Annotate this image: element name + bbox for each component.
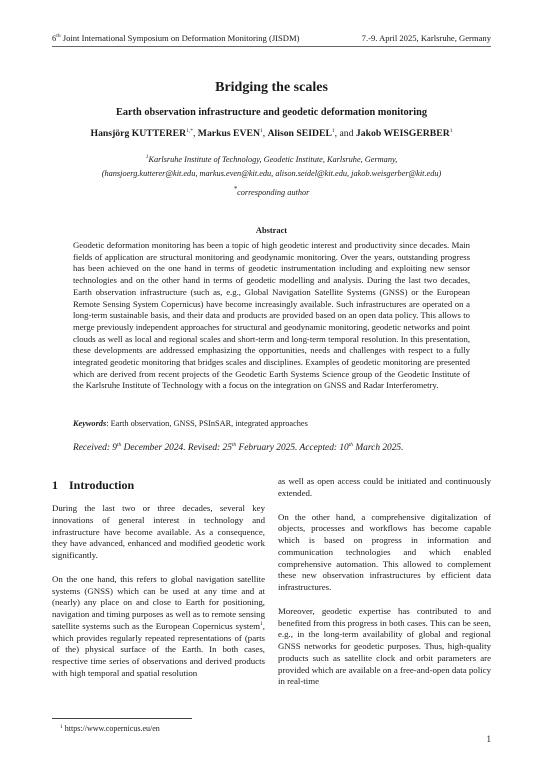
paragraph: During the last two or three decades, several key innovations of general interest in technology and infrastructure have become available. As a consequence, they have advanced, enhanced and modified geodetic work significantly.	[52, 503, 265, 560]
affiliation-emails: (hansjoerg.kutterer@kit.edu, markus.even@kit.edu, alison.seidel@kit.edu, jakob.weisgerber@kit.edu)	[101, 168, 442, 178]
author-3: Alison SEIDEL	[267, 128, 332, 139]
header-conf-number: 6	[52, 33, 57, 43]
paragraph	[52, 574, 265, 680]
header-divider	[52, 46, 491, 47]
paragraph-text: On the one hand, this refers to global navigation satellite systems (GNSS) which can be used at any time and at (nearly) any place on and close to Earth for positioning, navigation and timing purposes as well as to remote sensing satellite systems such as the European Copernicus system	[52, 573, 265, 631]
keywords-label: Keywords	[73, 419, 107, 428]
paper-subtitle: Earth observation infrastructure and geodetic deformation monitoring	[116, 107, 427, 118]
section-title: Introduction	[69, 478, 135, 492]
author-2: Markus EVEN	[197, 128, 260, 139]
revised-date: December 2024. Revised: 25	[121, 443, 232, 453]
affiliation-sup: 1	[145, 154, 149, 160]
header-conf-sup: th	[56, 33, 61, 39]
section-number: 1	[52, 478, 58, 492]
author-and: , and	[334, 128, 356, 139]
author-1-sup: 1,*	[186, 128, 193, 134]
received-dates	[73, 443, 403, 453]
revised-sup: th	[231, 442, 237, 448]
author-1: Hansjörg KUTTERER	[90, 128, 187, 139]
footnote-sup: 1	[60, 724, 63, 730]
corresponding-text: corresponding author	[237, 187, 310, 197]
author-2-sup: 1	[259, 128, 263, 134]
header-conf-name: Joint International Symposium on Deformation Monitoring (JISDM)	[60, 33, 300, 43]
keywords-text: : Earth observation, GNSS, PSInSAR, integrated approaches	[106, 419, 308, 428]
abstract-heading: Abstract	[255, 226, 288, 235]
author-3-sup: 1	[331, 128, 335, 134]
received-sup: th	[116, 442, 122, 448]
footnote-marker: 1	[260, 620, 263, 627]
accepted-date: February 2025. Accepted: 10	[236, 443, 349, 453]
accepted-month: March 2025.	[353, 443, 404, 453]
accepted-sup: th	[348, 442, 354, 448]
corresponding-sup: *	[233, 186, 238, 193]
footnote-url[interactable]: https://www.copernicus.eu/en	[62, 724, 160, 733]
footnote-divider	[52, 718, 192, 719]
author-4-sup: 1	[449, 128, 453, 134]
page-number: 1	[486, 734, 491, 744]
header-conference	[52, 33, 300, 43]
abstract-text: Geodetic deformation monitoring has been a topic of high geodetic interest and productivity since decades. Main fields of application are structural monitoring and geodynamic monitoring. Over the years, outstanding progress has been achieved on the one hand in terms of geodetic instrumentation including and exploiting new sensor technologies and on the other hand in terms of geodetic modelling and analysis. During the last two decades, Earth observation infrastructure (such as, e.g., Global Navigation Satellite Systems (GNSS) or the European Remote Sensing System Copernicus) have become increasingly available. Such infrastructures are operated on a long-term sustainable basis, and their data and products are provided based on an open data policy. This allows to merge previously independent approaches for structural and geodynamic monitoring, geodetic networks and point clouds as well as local and regional scales and short-term and long-term temporal resolution. In this presentation, these developments are addressed emphasizing the opportunities, needs and challenges with respect to a fully integrated geodetic monitoring that bridges scales and disciplines. Examples of geodetic monitoring are presented which are derived from recent projects of the Geodetic Earth Systems Science group of the Geodetic Institute of the Karlsruhe Institute of Technology with a focus on the integration on GNSS and Radar Interferometry.	[73, 240, 470, 391]
affiliation-line-1	[40, 153, 503, 167]
right-column	[278, 476, 491, 700]
author-list: Hansjörg $KUTTERER^{1,*}$, Markus EVEN$^1$, Alison SEIDEL$^1$, and Jakob WEISGERBER$^1$	[90, 128, 453, 139]
left-column	[52, 503, 265, 692]
paper-title: Bridging the scales	[215, 80, 328, 95]
author-4: Jakob WEISGERBER	[355, 128, 450, 139]
footnote	[60, 724, 160, 733]
paragraph-text: , which provides regularly repeated representations of (parts of the) physical surface of the Earth. In both cases, respective time series of observations and derived products with high temporal and spatial resolution	[52, 620, 265, 678]
paragraph: as well as open access could be initiated and continuously extended.	[278, 476, 491, 498]
keywords	[73, 419, 308, 428]
paragraph: Moreover, geodetic expertise has contributed to and benefited from this progress in both cases. This can be seen, e.g., in the long-term availability of global and regional GNSS networks for geodetic purposes. Thus, high-quality products such as satellite clock and orbit parameters are provided which are available on a free-and-open data policy in real-time	[278, 605, 491, 687]
affiliation-institution: Karlsruhe Institute of Technology, Geodetic Institute, Karlsruhe, Germany,	[148, 155, 398, 164]
section-heading	[52, 478, 134, 493]
paragraph: On the other hand, a comprehensive digitalization of objects, processes and workflows has become capable which is based on progress in information and communication technologies and which enabled comprehensive automation. This allowed to complement these new observation infrastructures by efficient data infrastructures.	[278, 511, 491, 592]
header-date-location: 7.-9. April 2025, Karlsruhe, Germany	[361, 33, 491, 43]
received-date: Received: 9	[73, 443, 117, 453]
affiliation	[40, 153, 503, 180]
corresponding-author-note	[0, 186, 543, 197]
